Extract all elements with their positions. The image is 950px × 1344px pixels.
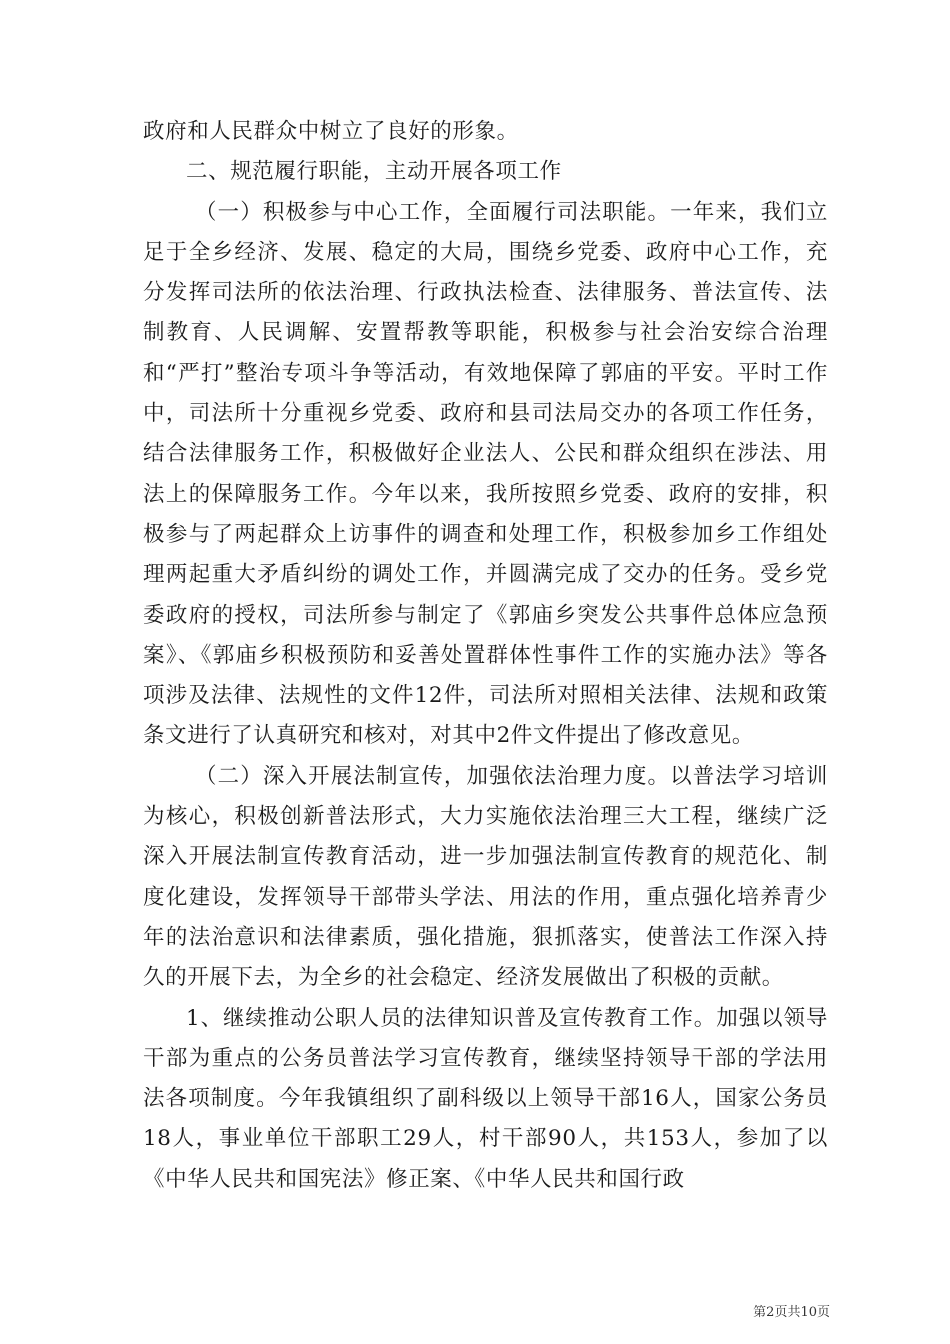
page-number: 第2页共10页	[753, 1305, 830, 1320]
paragraph-subitem-1: 1、继续推动公职人员的法律知识普及宣传教育工作。加强以领导干部为重点的公务员普法学习宣传教育，继续坚持领导干部的学法用法各项制度。今年我镇组织了副科级以上领导干部16人，国家公务员18人，事业单位干部职工29人，村干部90人，共153人，参加了以《中华人民共和国宪法》修正案、《中华人民共和国行政	[143, 1005, 828, 1192]
document-body	[143, 112, 828, 1200]
section-heading: 二、规范履行职能，主动开展各项工作	[186, 159, 562, 185]
paragraph-item-1: （一）积极参与中心工作，全面履行司法职能。一年来，我们立足于全乡经济、发展、稳定的大局，围绕乡党委、政府中心工作，充分发挥司法所的依法治理、行政执法检查、法律服务、普法宣传、法制教育、人民调解、安置帮教等职能，积极参与社会治安综合治理和“严打”整治专项斗争等活动，有效地保障了郭庙的平安。平时工作中，司法所十分重视乡党委、政府和县司法局交办的各项工作任务，结合法律服务工作，积极做好企业法人、公民和群众组织在涉法、用法上的保障服务工作。今年以来，我所按照乡党委、政府的安排，积极参与了两起群众上访事件的调查和处理工作，积极参加乡工作组处理两起重大矛盾纠纷的调处工作，并圆满完成了交办的任务。受乡党委政府的授权，司法所参与制定了《郭庙乡突发公共事件总体应急预案》、《郭庙乡积极预防和妥善处置群体性事件工作的实施办法》等各项涉及法律、法规性的文件12件，司法所对照相关法律、法规和政策条文进行了认真研究和核对，对其中2件文件提出了修改意见。	[143, 199, 828, 749]
paragraph-continued: 政府和人民群众中树立了良好的形象。	[143, 119, 519, 144]
paragraph-item-2: （二）深入开展法制宣传，加强依法治理力度。以普法学习培训为核心，积极创新普法形式，大力实施依法治理三大工程，继续广泛深入开展法制宣传教育活动，进一步加强法制宣传教育的规范化、制度化建设，发挥领导干部带头学法、用法的作用，重点强化培养青少年的法治意识和法律素质，强化措施，狠抓落实，使普法工作深入持久的开展下去，为全乡的社会稳定、经济发展做出了积极的贡献。	[143, 763, 828, 991]
